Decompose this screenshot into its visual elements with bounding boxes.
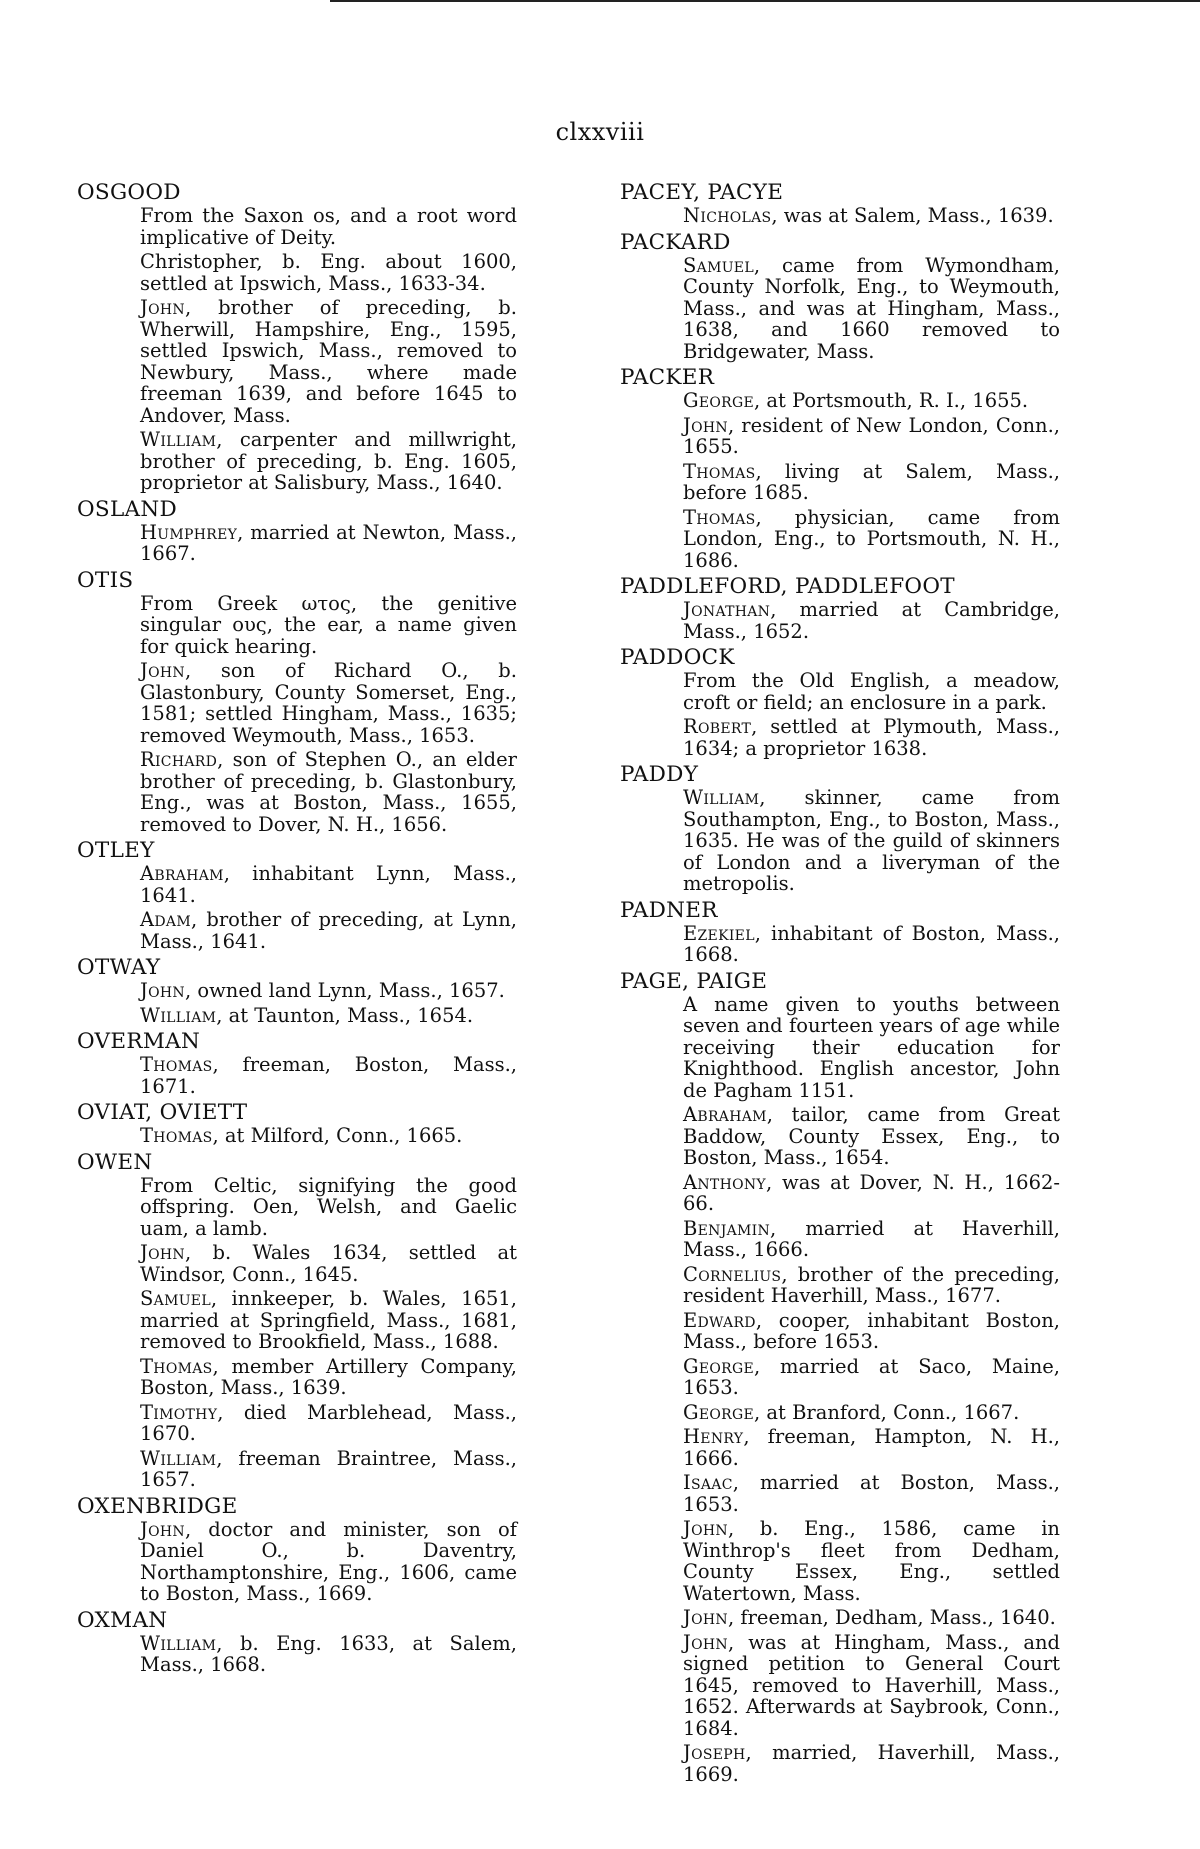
entry-text: , freeman, Hampton, N. H., 1666.	[683, 1425, 1060, 1470]
surname-heading: OVERMAN	[77, 1029, 201, 1054]
genealogy-entry	[683, 994, 1060, 1102]
given-name: Samuel	[140, 1287, 211, 1310]
entry-text: , inhabitant of Boston, Mass., 1668.	[683, 921, 1060, 966]
entry-text: , physician, came from London, Eng., to Portsmouth, N. H., 1686.	[683, 505, 1060, 572]
entry-text: , doctor and minister, son of Daniel O., b. Daventry, Northamptonshire, Eng., 1606, came to Boston, Mass., 1669.	[140, 1517, 517, 1605]
given-name: Richard	[140, 748, 218, 771]
surname-heading: OSLAND	[77, 496, 178, 522]
genealogy-entry	[140, 909, 517, 952]
surname-section	[620, 645, 1060, 759]
surname-section	[620, 574, 1060, 642]
entry-text: , brother of preceding, b. Wherwill, Hampshire, Eng., 1595, settled Ipswich, Mass., removed to Newbury, Mass., where made freeman 1639, and before 1645 to Andover, Mass.	[140, 296, 517, 427]
given-name: John	[683, 413, 728, 437]
surname-section	[77, 497, 517, 565]
given-name: Robert	[683, 715, 752, 738]
genealogy-entry	[683, 670, 1060, 713]
surname-heading: OWEN	[77, 1149, 153, 1175]
entry-text: , married at Cambridge, Mass., 1652.	[683, 598, 1060, 643]
entry-text: , came from Wymondham, County Norfolk, Eng., to Weymouth, Mass., and was at Hingham, Mass., 1638, and 1660 removed to Bridgewater, Mass.	[683, 253, 1060, 363]
entry-text: , freeman Braintree, Mass., 1657.	[140, 1446, 517, 1491]
genealogy-entry	[683, 1104, 1060, 1169]
given-name: Henry	[683, 1425, 744, 1448]
given-name: Thomas	[140, 1053, 213, 1076]
entry-text: , carpenter and millwright, brother of preceding, b. Eng. 1605, proprietor at Salisbury, Mass., 1640.	[140, 428, 517, 494]
given-name: Nicholas	[683, 204, 772, 227]
given-name: William	[140, 1446, 217, 1470]
entry-text: , settled at Plymouth, Mass., 1634; a proprietor 1638.	[683, 715, 1060, 760]
given-name: Joseph	[683, 1741, 746, 1764]
given-name: John	[140, 1517, 185, 1541]
given-name: George	[683, 389, 755, 412]
given-name: William	[140, 1003, 217, 1027]
entry-text: , married, Haverhill, Mass., 1669.	[683, 1741, 1060, 1786]
entry-text: , at Taunton, Mass., 1654.	[216, 1003, 474, 1027]
given-name: Adam	[140, 908, 191, 931]
surname-heading: OXMAN	[77, 1607, 168, 1633]
genealogy-entry	[140, 1242, 517, 1285]
entry-text: , freeman, Dedham, Mass., 1640.	[727, 1606, 1056, 1629]
genealogy-entry	[140, 251, 517, 294]
surname-section	[77, 180, 517, 494]
genealogy-entry	[683, 1356, 1060, 1399]
genealogy-entry	[683, 1518, 1060, 1604]
given-name: John	[683, 1517, 728, 1540]
top-rule	[330, 0, 1200, 2]
surname-section	[77, 955, 517, 1026]
surname-section	[620, 969, 1060, 1786]
given-name: John	[140, 296, 185, 319]
entry-text: , married at Newton, Mass., 1667.	[140, 520, 517, 565]
entry-text: , inhabitant Lynn, Mass., 1641.	[140, 862, 517, 907]
genealogy-entry	[683, 1218, 1060, 1261]
genealogy-entry	[140, 593, 517, 658]
genealogy-entry	[140, 1448, 517, 1491]
entry-text: , at Branford, Conn., 1667.	[754, 1400, 1020, 1424]
given-name: Ezekiel	[683, 921, 755, 945]
genealogy-entry	[140, 297, 517, 426]
genealogy-entry	[140, 980, 517, 1002]
given-name: William	[683, 786, 760, 809]
genealogy-entry	[683, 1607, 1060, 1629]
genealogy-entry	[683, 390, 1060, 412]
given-name: Timothy	[140, 1400, 218, 1424]
genealogy-entry	[140, 1054, 517, 1097]
surname-heading: OSGOOD	[77, 180, 181, 205]
genealogy-entry	[683, 461, 1060, 504]
surname-heading: PACKER	[620, 365, 715, 390]
genealogy-entry	[140, 1005, 517, 1027]
genealogy-entry	[140, 863, 517, 906]
page-number: clxxviii	[555, 118, 645, 146]
surname-heading: PADDY	[620, 762, 699, 787]
entry-text: From the Saxon os, and a root word implicative of Deity.	[140, 204, 517, 249]
genealogy-entry	[140, 429, 517, 494]
entry-text: From Greek ωτος, the genitive singular ους, the ear, a name given for quick hearing.	[140, 591, 517, 658]
genealogy-entry	[683, 1310, 1060, 1353]
genealogy-entry	[683, 415, 1060, 458]
given-name: Thomas	[140, 1354, 213, 1378]
genealogy-entry	[140, 1356, 517, 1399]
entry-text: , brother of the preceding, resident Haverhill, Mass., 1677.	[683, 1262, 1060, 1307]
surname-heading: PACEY, PACYE	[620, 180, 784, 205]
entry-text: , son of Richard O., b. Glastonbury, County Somerset, Eng., 1581; settled Hingham, Mass., 1635; removed Weymouth, Mass., 1653.	[140, 659, 517, 747]
surname-heading: PADDOCK	[620, 645, 735, 670]
given-name: Thomas	[140, 1124, 213, 1147]
given-name: William	[140, 428, 217, 451]
genealogy-entry	[683, 1426, 1060, 1469]
entry-text: , at Portsmouth, R. I., 1655.	[754, 389, 1029, 412]
genealogy-entry	[683, 1632, 1060, 1740]
genealogy-entry	[140, 1519, 517, 1605]
genealogy-entry	[683, 787, 1060, 895]
given-name: Humphrey	[140, 520, 238, 544]
surname-heading: OTLEY	[77, 838, 155, 863]
genealogy-entry	[140, 1402, 517, 1445]
genealogy-entry	[683, 205, 1060, 227]
given-name: William	[140, 1631, 217, 1655]
surname-section	[620, 365, 1060, 571]
surname-section	[77, 1150, 517, 1491]
genealogy-entry	[683, 599, 1060, 642]
genealogy-entry	[683, 1402, 1060, 1424]
surname-heading: PAGE, PAIGE	[620, 968, 768, 994]
genealogy-entry	[140, 660, 517, 746]
given-name: John	[140, 979, 185, 1002]
surname-heading: OXENBRIDGE	[77, 1493, 238, 1519]
genealogy-entry	[683, 923, 1060, 966]
genealogy-entry	[683, 255, 1060, 363]
given-name: Thomas	[683, 459, 756, 483]
entry-text: , was at Hingham, Mass., and signed petition to General Court 1645, removed to Haverhill, Mass., 1652. Afterwards at Saybrook, Conn., 1684.	[683, 1630, 1060, 1740]
given-name: Abraham	[683, 1103, 767, 1126]
surname-section	[77, 568, 517, 836]
entry-text: , was at Dover, N. H., 1662-66.	[683, 1170, 1060, 1215]
genealogy-entry	[140, 1633, 517, 1676]
right-column	[620, 180, 1060, 1788]
given-name: George	[683, 1400, 755, 1424]
genealogy-entry	[140, 205, 517, 248]
surname-heading: PACKARD	[620, 229, 731, 255]
surname-section	[77, 838, 517, 952]
entry-text: , was at Salem, Mass., 1639.	[771, 204, 1054, 227]
surname-heading: PADDLEFORD, PADDLEFOOT	[620, 574, 955, 599]
genealogy-entry	[140, 1175, 517, 1240]
entry-text: From the Old English, a meadow, croft or field; an enclosure in a park.	[683, 669, 1060, 714]
surname-section	[620, 180, 1060, 227]
entry-text: , b. Wales 1634, settled at Windsor, Conn., 1645.	[140, 1241, 517, 1286]
entry-text: , b. Eng., 1586, came in Winthrop's fleet from Dedham, County Essex, Eng., settled Watertown, Mass.	[683, 1517, 1060, 1605]
entry-text: , died Marblehead, Mass., 1670.	[140, 1400, 517, 1445]
surname-section	[77, 1608, 517, 1676]
entry-text: , owned land Lynn, Mass., 1657.	[184, 979, 505, 1002]
given-name: Anthony	[683, 1170, 766, 1194]
entry-text: , living at Salem, Mass., before 1685.	[683, 459, 1060, 504]
entry-text: , b. Eng. 1633, at Salem, Mass., 1668.	[140, 1631, 517, 1676]
genealogy-entry	[683, 507, 1060, 572]
surname-heading: OVIAT, OVIETT	[77, 1100, 248, 1125]
given-name: Benjamin	[683, 1216, 771, 1240]
surname-section	[77, 1494, 517, 1605]
entry-text: From Celtic, signifying the good offspring. Oen, Welsh, and Gaelic uam, a lamb.	[140, 1173, 517, 1240]
entry-text: Christopher, b. Eng. about 1600, settled at Ipswich, Mass., 1633-34.	[140, 250, 517, 295]
genealogy-entry	[140, 1125, 517, 1147]
given-name: Edward	[683, 1308, 756, 1332]
surname-section	[620, 898, 1060, 966]
entry-text: , married at Boston, Mass., 1653.	[683, 1471, 1060, 1516]
given-name: John	[683, 1606, 728, 1629]
entry-text: , innkeeper, b. Wales, 1651, married at Springfield, Mass., 1681, removed to Brookfield, Mass., 1688.	[140, 1287, 517, 1353]
given-name: Thomas	[683, 505, 756, 529]
given-name: John	[140, 1241, 185, 1264]
entry-text: , brother of preceding, at Lynn, Mass., 1641.	[140, 908, 517, 953]
given-name: John	[140, 659, 185, 682]
entry-text: , cooper, inhabitant Boston, Mass., before 1653.	[683, 1308, 1060, 1353]
entry-text: , skinner, came from Southampton, Eng., to Boston, Mass., 1635. He was of the guild of skinners of London and a liveryman of the metropolis.	[683, 786, 1060, 895]
given-name: Samuel	[683, 253, 754, 277]
genealogy-entry	[683, 1472, 1060, 1515]
genealogy-entry	[683, 1172, 1060, 1215]
genealogy-entry	[683, 1264, 1060, 1307]
surname-heading: PADNER	[620, 897, 718, 923]
surname-section	[77, 1100, 517, 1147]
left-column	[77, 180, 517, 1679]
surname-heading: OTIS	[77, 567, 134, 593]
entry-text: , son of Stephen O., an elder brother of preceding, b. Glastonbury, Eng., was at Boston, Mass., 1655, removed to Dover, N. H., 1656.	[140, 748, 517, 836]
surname-heading: OTWAY	[77, 955, 161, 980]
surname-section	[77, 1029, 517, 1097]
genealogy-entry	[683, 1742, 1060, 1785]
genealogy-entry	[140, 522, 517, 565]
genealogy-entry	[140, 749, 517, 835]
entry-text: , married at Haverhill, Mass., 1666.	[683, 1216, 1060, 1261]
entry-text: , tailor, came from Great Baddow, County Essex, Eng., to Boston, Mass., 1654.	[683, 1103, 1060, 1169]
surname-section	[620, 762, 1060, 895]
given-name: Cornelius	[683, 1262, 782, 1286]
genealogy-entry	[140, 1288, 517, 1353]
given-name: John	[683, 1630, 728, 1654]
entry-text: , freeman, Boston, Mass., 1671.	[140, 1053, 517, 1098]
given-name: Isaac	[683, 1471, 733, 1494]
entry-text: , married at Saco, Maine, 1653.	[683, 1354, 1060, 1399]
genealogy-entry	[683, 716, 1060, 759]
given-name: George	[683, 1354, 755, 1378]
given-name: Abraham	[140, 862, 224, 885]
entry-text: A name given to youths between seven and fourteen years of age while receiving their education for Knighthood. English ancestor, John de Pagham 1151.	[683, 992, 1060, 1102]
surname-section	[620, 230, 1060, 363]
given-name: Jonathan	[683, 598, 771, 621]
entry-text: , resident of New London, Conn., 1655.	[683, 413, 1060, 458]
entry-text: , member Artillery Company, Boston, Mass., 1639.	[140, 1354, 517, 1399]
entry-text: , at Milford, Conn., 1665.	[212, 1124, 463, 1147]
